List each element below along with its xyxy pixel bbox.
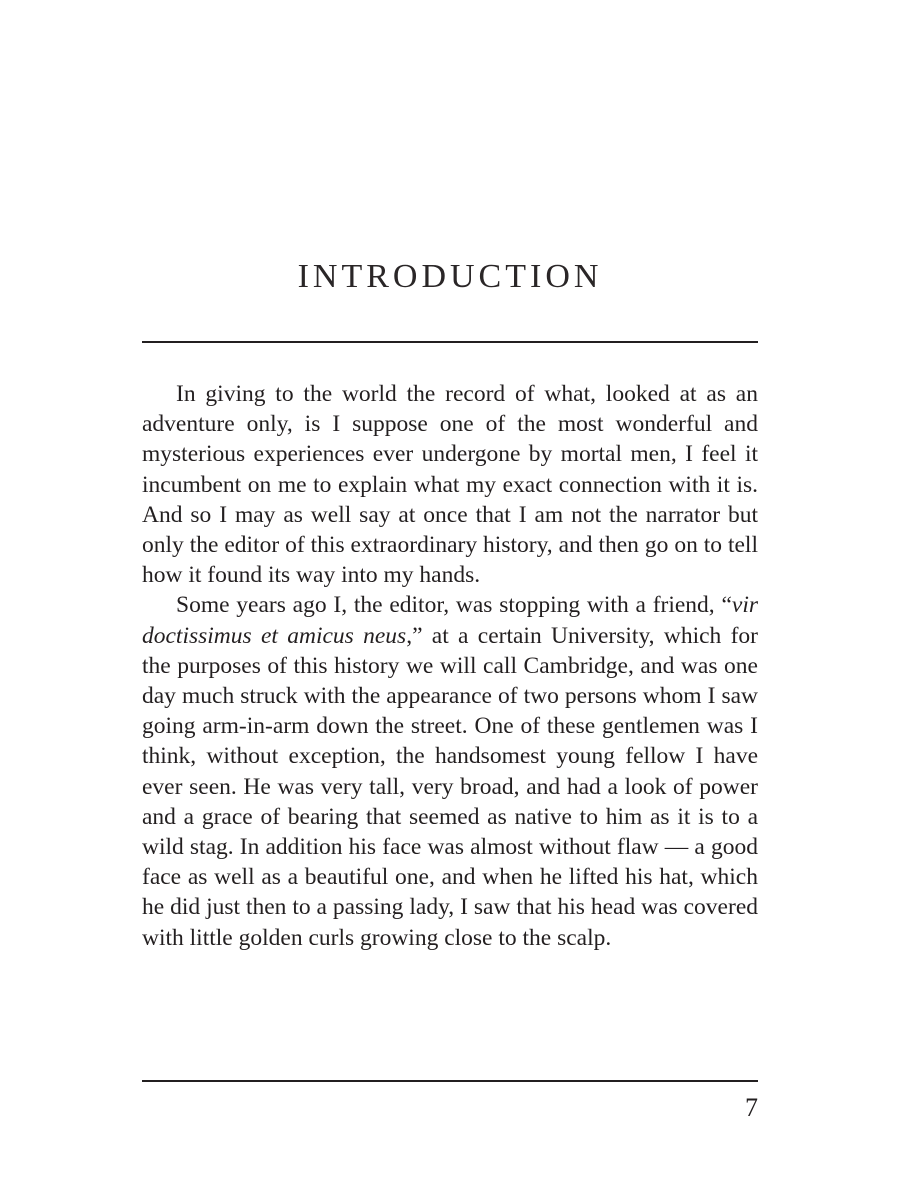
paragraph-1: In giving to the world the record of what, looked at as an adventure only, is I suppose one of the most wonderful and mysterious experiences ever undergone by mortal men, I feel it incumbent on me to explain what my exact connection with it is. And so I may as well say at once that I am not the narrator but only the editor of this extraordinary history, and then go on to tell how it found its way into my hands.: [142, 381, 758, 589]
title-divider: [142, 341, 758, 343]
paragraph-2-rest: ,” at a certain University, which for the purposes of this history we will call Cambridge, and was one day much struck with the appearance of two persons whom I saw going arm-in-arm down the street. One of these gentlemen was I think, without exception, the handsomest young fellow I have ever seen. He was very tall, very broad, and had a look of power and a grace of bearing that seemed as native to him as it is to a wild stag. In addition his face was almost without flaw — a good face as well as a beautiful one, and when he lifted his hat, which he did just then to a passing lady, I saw that his head was covered with little golden curls growing close to the scalp.: [142, 622, 758, 951]
page-number: 7: [745, 1093, 758, 1122]
footer-divider: [142, 1080, 758, 1082]
chapter-title: INTRODUCTION: [297, 258, 603, 295]
latin-phrase: vir doctissimus et amicus neus: [142, 592, 758, 649]
body-text: [142, 379, 758, 953]
paragraph-2-start: Some years ago I, the editor, was stopping with a friend, “: [176, 592, 732, 619]
paragraph-2: [142, 590, 758, 952]
